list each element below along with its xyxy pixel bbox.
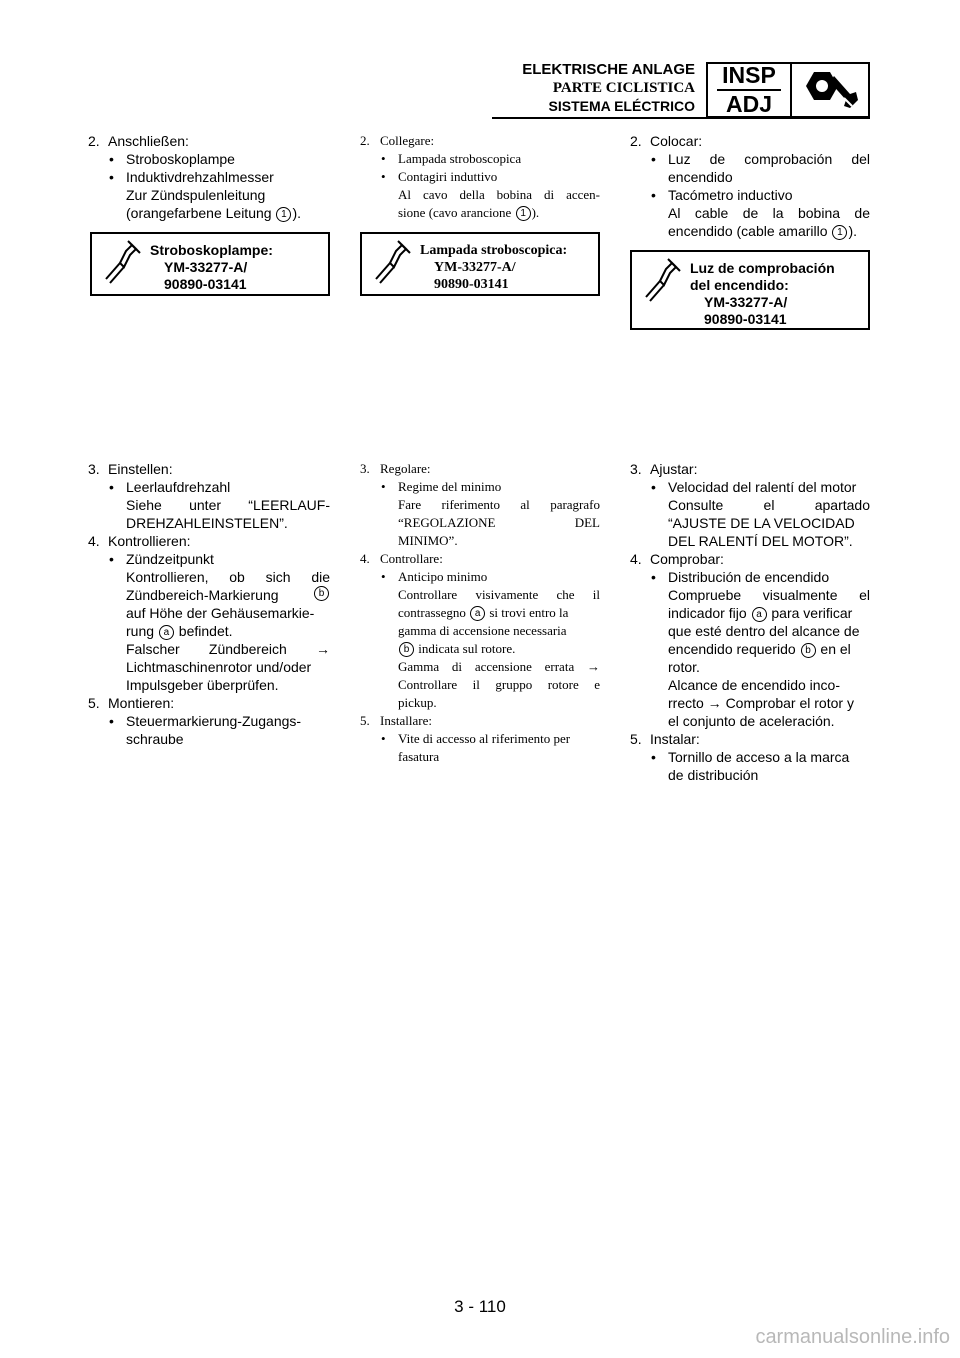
wrench-nut-icon	[800, 66, 860, 114]
header-title-de: ELEKTRISCHE ANLAGE	[522, 61, 695, 78]
header-title-it: PARTE CICLISTICA	[552, 80, 695, 96]
watermark: carmanualsonline.info	[755, 1326, 950, 1348]
column-german: 2. Anschließen: • Stroboskoplampe • Induktivdrehzahlmesser Zur Zündspulenleitung (orangefarbene Leitung 1 ).	[88, 132, 330, 222]
tool-icon	[372, 239, 412, 285]
badge-adj-label: ADJ	[725, 91, 772, 117]
de-step2-bullet: • Induktivdrehzahlmesser	[88, 168, 330, 186]
badge-insp-label: INSP	[722, 62, 776, 88]
callout-1: 1	[276, 207, 291, 222]
column-italian: 2. Collegare: • Lampada stroboscopica • Contagiri induttivo Al cavo della bobina di accen- sione (cavo arancione 1 ).	[360, 132, 600, 222]
tool-icon	[642, 257, 682, 303]
tool-box-de	[90, 232, 330, 296]
tool-box-it: Lampada stroboscopica: YM-33277-A/ 90890-03141	[360, 232, 600, 296]
header-title-es: SISTEMA ELÉCTRICO	[548, 98, 695, 114]
tool-number: 90890-03141	[164, 276, 247, 292]
tool-name: Stroboskoplampe:	[150, 242, 273, 258]
column-spanish: 2. Colocar: • Luz de comprobación del encendido • Tacómetro inductivo Al cable de la bobina de encendido (cable amarillo 1 ).	[630, 132, 870, 240]
column-italian-steps: 3. Regolare: • Regime del minimo Fare riferimento al paragrafo “REGOLAZIONE DEL MINIMO”. 4. Controllare: • Anticipo minimo Controllare visivamente che il contrassegno a si trovi entro la gamma di accensione necessaria b indicata sul rotore. Gamma di accensione errata → Controllare il gruppo rotore e pickup. 5. Installare: • Vite di accesso al riferimento per fasatura	[360, 460, 600, 766]
tool-box-es: Luz de comprobación del encendido: YM-33277-A/ 90890-03141	[630, 250, 870, 330]
tool-number: YM-33277-A/	[164, 259, 248, 275]
page-number: 3 - 110	[454, 1297, 506, 1316]
de-step2-title: Anschließen:	[108, 133, 189, 149]
column-german-steps: 3. Einstellen: • Leerlaufdrehzahl Siehe unter “LEERLAUF- DREHZAHLEINSTELEN”. 4. Kontrollieren: • Zündzeitpunkt Kontrollieren, ob sich die Zündbereich-Markierung b auf Höhe der Gehäusemarkie- rung a befindet. Falscher Zündbereich → Lichtmaschinenrotor und/oder Impulsgeber überprüfen. 5. Montieren: • Steuermarkierung-Zugangs- schraube	[88, 460, 330, 748]
de-step2-bullet: • Stroboskoplampe	[88, 150, 330, 168]
column-spanish-steps: 3. Ajustar: • Velocidad del ralentí del motor Consulte el apartado “AJUSTE DE LA VELOCIDAD DEL RALENTÍ DEL MOTOR”. 4. Comprobar: • Distribución de encendido Compruebe visualmente el indicador fijo a para verificar que esté dentro del alcance de encendido requerido b en el rotor. Alcance de encendido inco- rrecto → Comprobar el rotor y el conjunto de aceleración. 5. Instalar: • Tornillo de acceso a la marca de distribución	[630, 460, 870, 784]
insp-adj-badge	[706, 62, 870, 118]
tool-icon	[102, 239, 142, 285]
section-header	[430, 60, 695, 115]
